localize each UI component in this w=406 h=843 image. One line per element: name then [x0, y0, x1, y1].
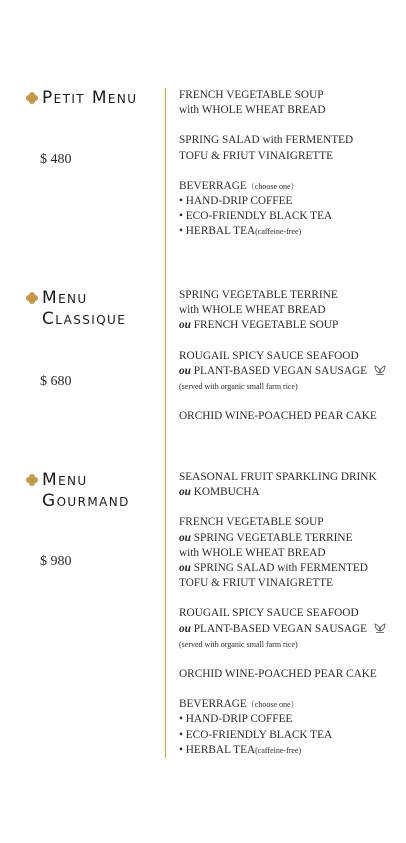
- menu-line: FRENCH VEGETABLE SOUP: [179, 516, 324, 529]
- beverage-item-note: (caffeine-free): [255, 227, 302, 237]
- menu-line: ORCHID WINE-POACHED PEAR CAKE: [179, 410, 377, 423]
- menu-title-line2: Classique: [42, 309, 127, 329]
- beverage-item-label: • HERBAL TEA: [179, 743, 256, 756]
- menu-line: ORCHID WINE-POACHED PEAR CAKE: [179, 668, 377, 681]
- menu-line-text: FRENCH VEGETABLE SOUP: [190, 319, 339, 332]
- beverage-item: • ECO-FRIENDLY BLACK TEA: [179, 728, 333, 741]
- menu-line-text: SPRING SALAD with FERMENTED: [190, 562, 368, 575]
- menu-note: (served with organic small farm rice): [179, 639, 298, 649]
- menu-line: [179, 364, 394, 379]
- menu-title: [42, 288, 167, 330]
- menu-line-text: PLANT-BASED VEGAN SAUSAGE: [190, 364, 367, 377]
- menu-line: ROUGAIL SPICY SAUCE SEAFOOD: [179, 607, 359, 620]
- vegan-leaf-icon: [373, 622, 387, 634]
- menu-title: [42, 470, 167, 512]
- ou-label: ou: [179, 319, 191, 332]
- beverage-note: （choose one）: [246, 181, 299, 191]
- menu-line: [179, 485, 394, 500]
- menu-line-text: PLANT-BASED VEGAN SAUSAGE: [190, 622, 367, 635]
- beverage-label: BEVERRAGE: [179, 179, 247, 192]
- menu-line: [179, 622, 394, 637]
- beverage-item: • ECO-FRIENDLY BLACK TEA: [179, 210, 333, 223]
- beverage-item-label: • HERBAL TEA: [179, 225, 256, 238]
- menu-content: [179, 88, 394, 240]
- ou-label: ou: [179, 486, 191, 499]
- menu-line: with WHOLE WHEAT BREAD: [179, 104, 326, 117]
- menu-line: [179, 318, 394, 333]
- beverage-heading: [179, 179, 394, 194]
- ou-label: ou: [179, 622, 191, 635]
- menu-note: (served with organic small farm rice): [179, 382, 298, 392]
- beverage-item: [179, 743, 394, 758]
- menu-line: [179, 561, 394, 576]
- section-title: [26, 288, 167, 330]
- menu-line: with WHOLE WHEAT BREAD: [179, 304, 326, 317]
- beverage-item: [179, 224, 394, 239]
- menu-price: $ 480: [40, 152, 72, 167]
- menu-line: SPRING VEGETABLE TERRINE: [179, 289, 338, 301]
- ou-label: ou: [179, 531, 191, 544]
- menu-line: TOFU & FRIUT VINAIGRETTE: [179, 577, 334, 590]
- menu-title-line1: Menu: [42, 470, 88, 490]
- menu-line-text: KOMBUCHA: [190, 486, 260, 499]
- quatrefoil-icon: [26, 474, 38, 486]
- menu-line: ROUGAIL SPICY SAUCE SEAFOOD: [179, 349, 359, 362]
- ou-label: ou: [179, 364, 191, 377]
- beverage-item: • HAND-DRIP COFFEE: [179, 713, 293, 726]
- quatrefoil-icon: [26, 292, 38, 304]
- menu-title: [42, 88, 167, 109]
- menu-line: FRENCH VEGETABLE SOUP: [179, 89, 324, 101]
- menu-content: [179, 470, 394, 758]
- section-title: [26, 470, 167, 512]
- menu-title-line1: Menu: [42, 288, 88, 308]
- beverage-item-note: (caffeine-free): [255, 745, 302, 755]
- menu-content: [179, 288, 394, 424]
- quatrefoil-icon: [26, 92, 38, 104]
- beverage-heading: [179, 697, 394, 712]
- menu-line: with WHOLE WHEAT BREAD: [179, 546, 326, 559]
- menu-line: SEASONAL FRUIT SPARKLING DRINK: [179, 471, 377, 483]
- ou-label: ou: [179, 562, 191, 575]
- beverage-label: BEVERRAGE: [179, 698, 247, 711]
- menu-line-text: SPRING VEGETABLE TERRINE: [190, 531, 353, 544]
- menu-title-line1: Petit Menu: [42, 88, 138, 108]
- section-title: [26, 88, 167, 109]
- vertical-divider: [165, 88, 166, 758]
- menu-price: $ 980: [40, 554, 72, 569]
- menu-price: $ 680: [40, 374, 72, 389]
- menu-line: SPRING SALAD with FERMENTED: [179, 134, 354, 147]
- menu-line: TOFU & FRIUT VINAIGRETTE: [179, 149, 334, 162]
- beverage-note: （choose one）: [246, 700, 299, 710]
- menu-line: [179, 531, 394, 546]
- menu-title-line2: Gourmand: [42, 491, 130, 511]
- vegan-leaf-icon: [373, 364, 387, 376]
- beverage-item: • HAND-DRIP COFFEE: [179, 195, 293, 208]
